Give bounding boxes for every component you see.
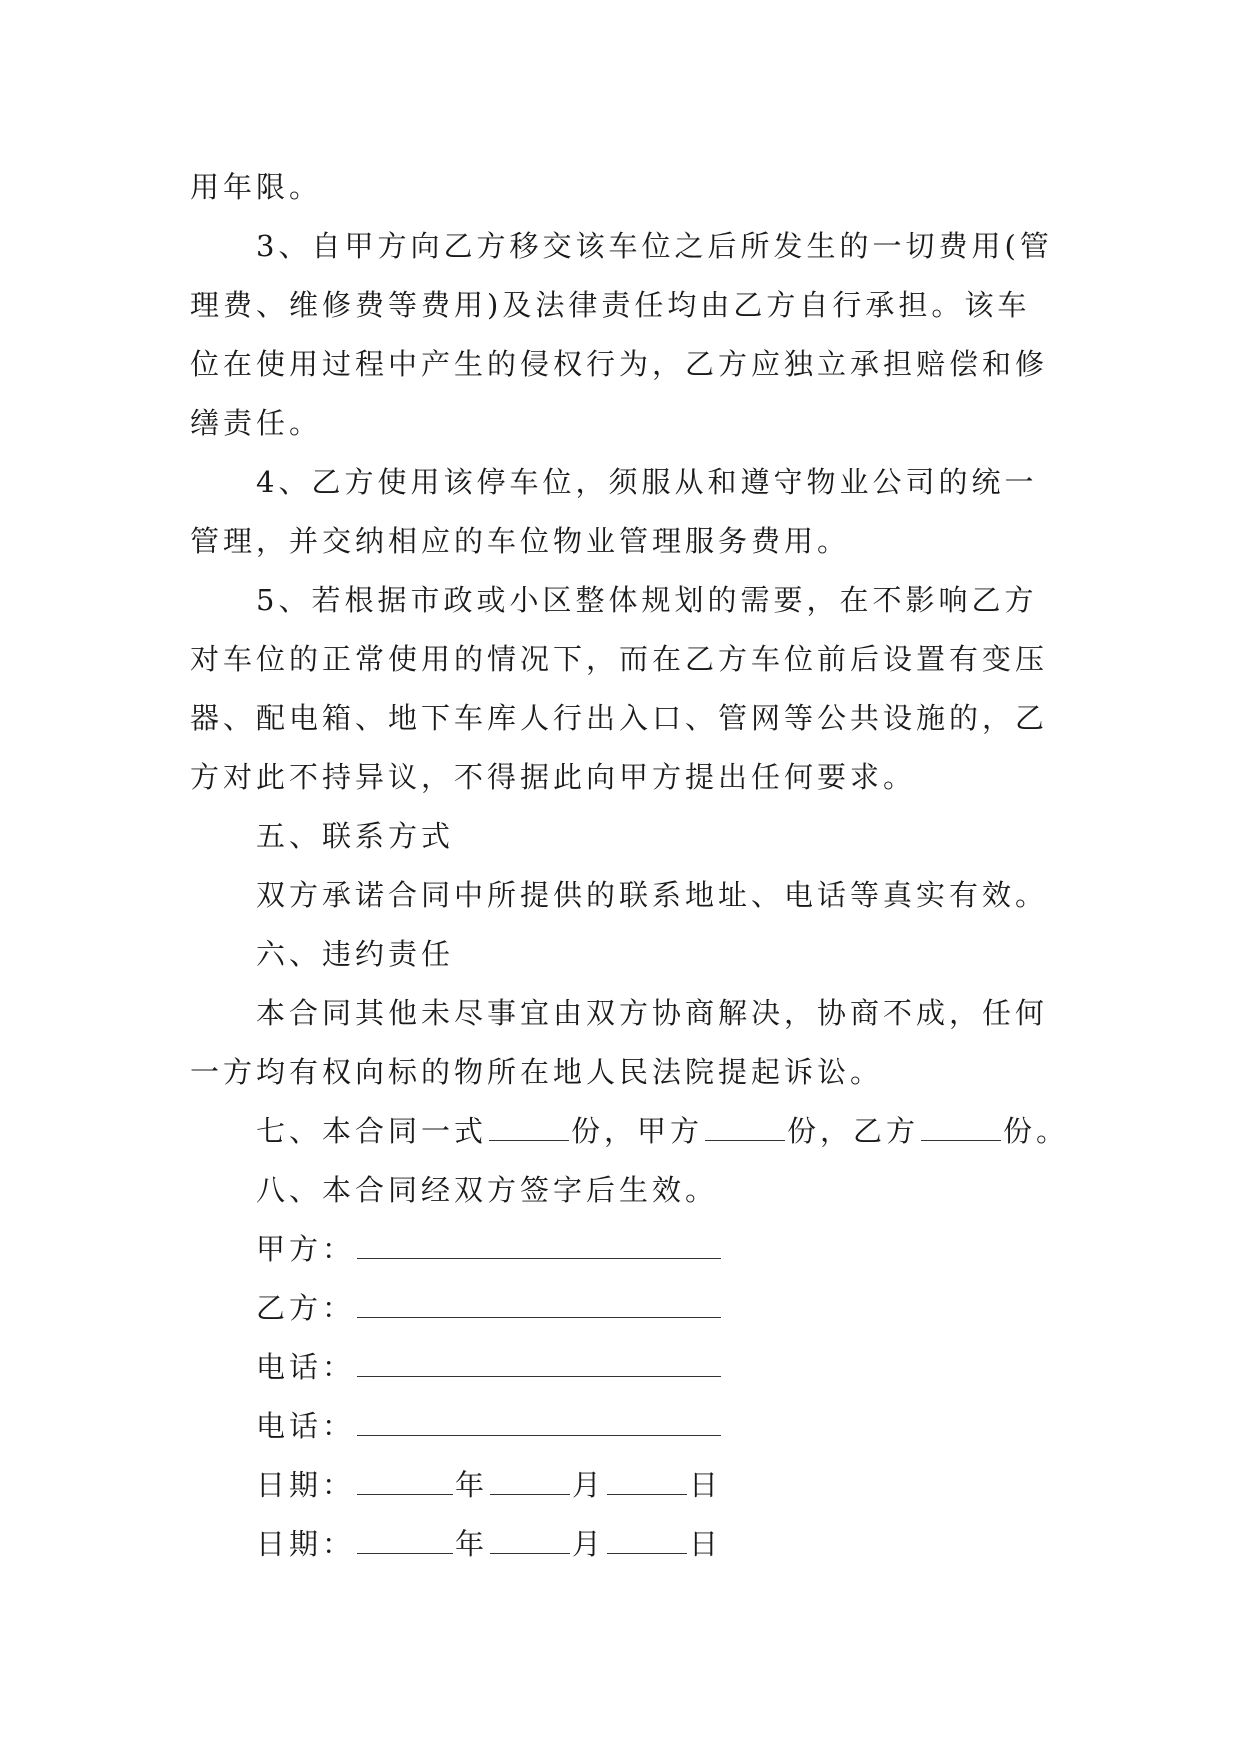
- text-line: 方对此不持异议，不得据此向甲方提出任何要求。: [190, 760, 917, 794]
- phone-b-label: 电话：: [256, 1409, 356, 1443]
- date-month-blank[interactable]: [490, 1463, 570, 1495]
- year-label: 年: [455, 1468, 489, 1502]
- copies-part1: 份，甲方: [571, 1114, 704, 1148]
- phone-a-label: 电话：: [256, 1350, 356, 1384]
- month-label: 月: [572, 1527, 606, 1561]
- clause-4: 4、乙方使用该停车位，须服从和遵守物业公司的统一: [256, 465, 1038, 499]
- month-label: 月: [572, 1468, 606, 1502]
- text-line: 一方均有权向标的物所在地人民法院提起诉讼。: [190, 1055, 884, 1089]
- text-line: 位在使用过程中产生的侵权行为，乙方应独立承担赔偿和修: [190, 347, 1049, 381]
- section-heading-contact: 五、联系方式: [256, 819, 455, 853]
- effective-clause: 八、本合同经双方签字后生效。: [256, 1173, 719, 1207]
- copies-prefix: 七、本合同一式: [256, 1114, 488, 1148]
- party-b-signature-field[interactable]: [357, 1286, 721, 1318]
- text-line: 器、配电箱、地下车库人行出入口、管网等公共设施的，乙: [190, 701, 1049, 735]
- clause-5: 5、若根据市政或小区整体规划的需要，在不影响乙方: [256, 583, 1038, 617]
- breach-clause: 本合同其他未尽事宜由双方协商解决，协商不成，任何: [256, 996, 1049, 1030]
- section-heading-breach: 六、违约责任: [256, 937, 455, 971]
- copies-total-blank[interactable]: [489, 1109, 569, 1141]
- phone-a-field[interactable]: [357, 1345, 721, 1377]
- copies-party-b-blank[interactable]: [921, 1109, 1001, 1141]
- date-label: 日期：: [256, 1527, 356, 1561]
- date-month-blank[interactable]: [490, 1522, 570, 1554]
- copies-part2: 份，乙方: [787, 1114, 920, 1148]
- party-a-signature-field[interactable]: [357, 1227, 721, 1259]
- year-label: 年: [455, 1527, 489, 1561]
- clause-3: 3、自甲方向乙方移交该车位之后所发生的一切费用(管: [256, 229, 1053, 263]
- copies-clause: [190, 1102, 1070, 1161]
- text-line: 缮责任。: [190, 406, 323, 440]
- day-label: 日: [689, 1527, 723, 1561]
- date-year-blank[interactable]: [357, 1522, 453, 1554]
- date-year-blank[interactable]: [357, 1463, 453, 1495]
- day-label: 日: [689, 1468, 723, 1502]
- text-line: 对车位的正常使用的情况下，而在乙方车位前后设置有变压: [190, 642, 1049, 676]
- party-b-label: 乙方：: [256, 1291, 356, 1325]
- phone-b-field[interactable]: [357, 1404, 721, 1436]
- phone-a-row: [190, 1338, 1070, 1397]
- date-a-row: [190, 1456, 1070, 1515]
- date-label: 日期：: [256, 1468, 356, 1502]
- party-a-label: 甲方：: [256, 1232, 356, 1266]
- date-day-blank[interactable]: [607, 1463, 687, 1495]
- text-line: 管理，并交纳相应的车位物业管理服务费用。: [190, 524, 851, 558]
- party-b-signature-row: [190, 1279, 1070, 1338]
- date-b-row: [190, 1515, 1070, 1574]
- copies-part3: 份。: [1003, 1114, 1070, 1148]
- copies-party-a-blank[interactable]: [705, 1109, 785, 1141]
- text-line: 理费、维修费等费用)及法律责任均由乙方自行承担。该车: [190, 288, 1031, 322]
- date-day-blank[interactable]: [607, 1522, 687, 1554]
- phone-b-row: [190, 1397, 1070, 1456]
- party-a-signature-row: [190, 1220, 1070, 1279]
- contact-clause: 双方承诺合同中所提供的联系地址、电话等真实有效。: [256, 878, 1049, 912]
- text-line: 用年限。: [190, 170, 323, 204]
- contract-body: [190, 158, 1070, 1574]
